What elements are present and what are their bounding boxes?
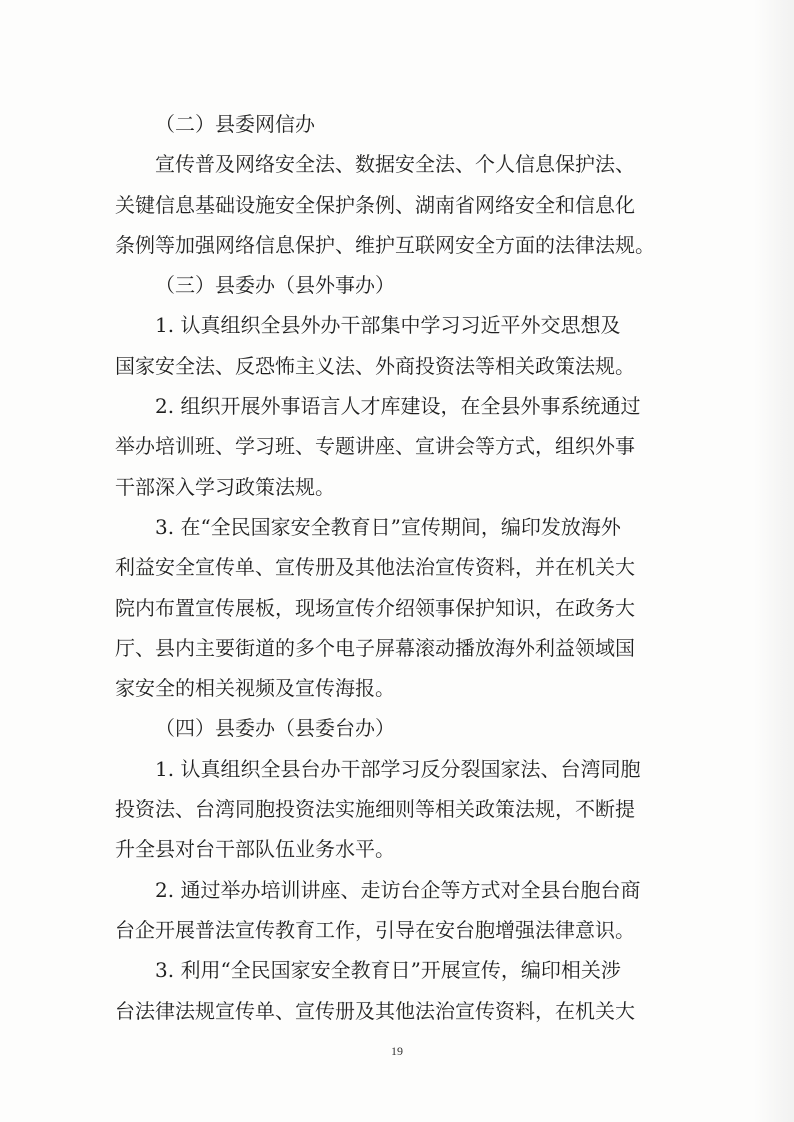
paragraph-line: 家安全的相关视频及宣传海报。 — [115, 676, 395, 701]
paragraph-line: 台法律法规宣传单、宣传册及其他法治宣传资料，在机关大 — [115, 998, 635, 1023]
paragraph-line: 举办培训班、学习班、专题讲座、宣讲会等方式，组织外事 — [115, 434, 635, 459]
scan-edge-shade — [754, 0, 794, 1122]
paragraph-line: 宣传普及网络安全法、数据安全法、个人信息保护法、 — [155, 152, 635, 177]
paragraph-line: 3. 利用“全民国家安全教育日”开展宣传，编印相关涉 — [155, 958, 621, 983]
document-body — [115, 104, 695, 1031]
paragraph-line: 国家安全法、反恐怖主义法、外商投资法等相关政策法规。 — [115, 353, 635, 378]
paragraph-line: 利益安全宣传单、宣传册及其他法治宣传资料，并在机关大 — [115, 555, 635, 580]
page-number: 19 — [391, 1044, 403, 1058]
paragraph-line: 条例等加强网络信息保护、维护互联网安全方面的法律法规。 — [115, 232, 655, 257]
paragraph-line: 台企开展普法宣传教育工作，引导在安台胞增强法律意识。 — [115, 917, 635, 942]
section-heading-3: （三）县委办（县外事办） — [155, 273, 395, 298]
paragraph-line: 2. 通过举办培训讲座、走访台企等方式对全县台胞台商 — [155, 877, 641, 902]
paragraph-line: 2. 组织开展外事语言人才库建设，在全县外事系统通过 — [155, 394, 641, 419]
section-heading-2: （二）县委网信办 — [155, 112, 315, 136]
paragraph-line: 厅、县内主要街道的多个电子屏幕滚动播放海外利益领域国 — [115, 635, 635, 660]
paragraph-line: 关键信息基础设施安全保护条例、湖南省网络安全和信息化 — [115, 192, 635, 217]
paragraph-line: 1. 认真组织全县台办干部学习反分裂国家法、台湾同胞 — [155, 756, 641, 781]
paragraph-line: 3. 在“全民国家安全教育日”宣传期间，编印发放海外 — [155, 514, 621, 539]
paragraph-line: 投资法、台湾同胞投资法实施细则等相关政策法规，不断提 — [115, 797, 635, 822]
paragraph-line: 干部深入学习政策法规。 — [115, 474, 335, 499]
paragraph-line: 1. 认真组织全县外办干部集中学习习近平外交思想及 — [155, 313, 621, 338]
section-heading-4: （四）县委办（县委台办） — [155, 716, 395, 741]
paragraph-line: 升全县对台干部队伍业务水平。 — [115, 837, 395, 862]
paragraph-line: 院内布置宣传展板，现场宣传介绍领事保护知识，在政务大 — [115, 595, 635, 620]
